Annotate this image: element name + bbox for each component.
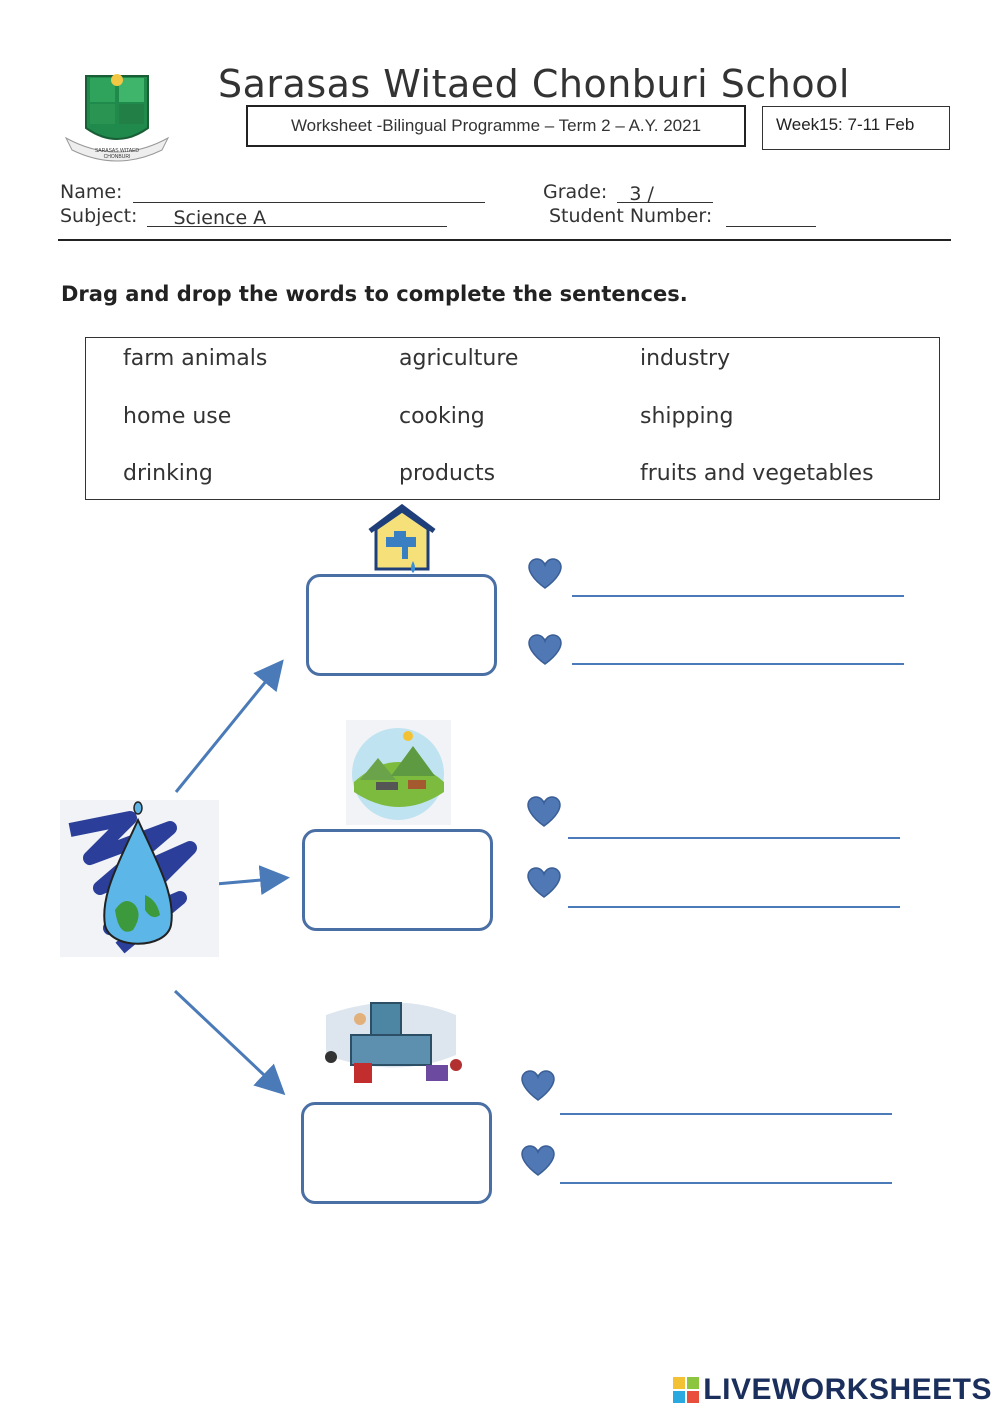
grade-value: 3 / bbox=[629, 183, 654, 205]
heart-icon bbox=[520, 1145, 556, 1177]
drop-box-agriculture[interactable] bbox=[302, 829, 493, 931]
drop-box-industry[interactable] bbox=[301, 1102, 492, 1204]
answer-line-agriculture-1[interactable] bbox=[568, 837, 900, 839]
word-products[interactable]: products bbox=[399, 461, 496, 486]
home-tap-image bbox=[366, 503, 438, 577]
heart-icon bbox=[527, 558, 563, 590]
heart-icon bbox=[526, 867, 562, 899]
word-agriculture[interactable]: agriculture bbox=[399, 346, 519, 371]
answer-line-home-1[interactable] bbox=[572, 595, 904, 597]
arrow-to-home bbox=[176, 664, 280, 792]
student-number-label: Student Number: bbox=[549, 205, 713, 227]
word-home-use[interactable]: home use bbox=[123, 404, 232, 429]
word-drinking[interactable]: drinking bbox=[123, 461, 213, 486]
school-title: Sarasas Witaed Chonburi School bbox=[218, 62, 850, 106]
word-shipping[interactable]: shipping bbox=[640, 404, 734, 429]
word-fruits-and-vegetables[interactable]: fruits and vegetables bbox=[640, 461, 874, 486]
heart-icon bbox=[520, 1070, 556, 1102]
liveworksheets-brand: LIVEWORKSHEETS bbox=[703, 1373, 992, 1406]
answer-line-home-2[interactable] bbox=[572, 663, 904, 665]
answer-line-agriculture-2[interactable] bbox=[568, 906, 900, 908]
industry-image bbox=[316, 995, 474, 1090]
word-farm-animals[interactable]: farm animals bbox=[123, 346, 268, 371]
instruction-text: Drag and drop the words to complete the sentences. bbox=[61, 282, 688, 306]
subject-value: Science A bbox=[173, 207, 267, 229]
heart-icon bbox=[526, 796, 562, 828]
subject-label: Subject: bbox=[60, 205, 138, 227]
liveworksheets-logo[interactable] bbox=[673, 1373, 992, 1407]
name-label: Name: bbox=[60, 181, 123, 203]
heart-icon bbox=[527, 634, 563, 666]
worksheet-label: Worksheet -Bilingual Programme – Term 2 – A.Y. 2021 bbox=[246, 105, 746, 147]
word-cooking[interactable]: cooking bbox=[399, 404, 485, 429]
agriculture-image bbox=[346, 720, 451, 825]
week-label: Week15: 7-11 Feb bbox=[762, 106, 950, 150]
answer-line-industry-1[interactable] bbox=[560, 1113, 892, 1115]
arrow-to-agriculture bbox=[216, 878, 284, 884]
answer-line-industry-2[interactable] bbox=[560, 1182, 892, 1184]
arrow-to-industry bbox=[175, 991, 281, 1091]
word-industry[interactable]: industry bbox=[640, 346, 731, 371]
water-drop-earth-image bbox=[60, 800, 219, 957]
liveworksheets-logo-icon bbox=[673, 1377, 699, 1403]
crest-caption: SARASAS WITAED CHONBURI bbox=[94, 148, 140, 160]
drop-box-home[interactable] bbox=[306, 574, 497, 676]
grade-label: Grade: bbox=[543, 181, 608, 203]
